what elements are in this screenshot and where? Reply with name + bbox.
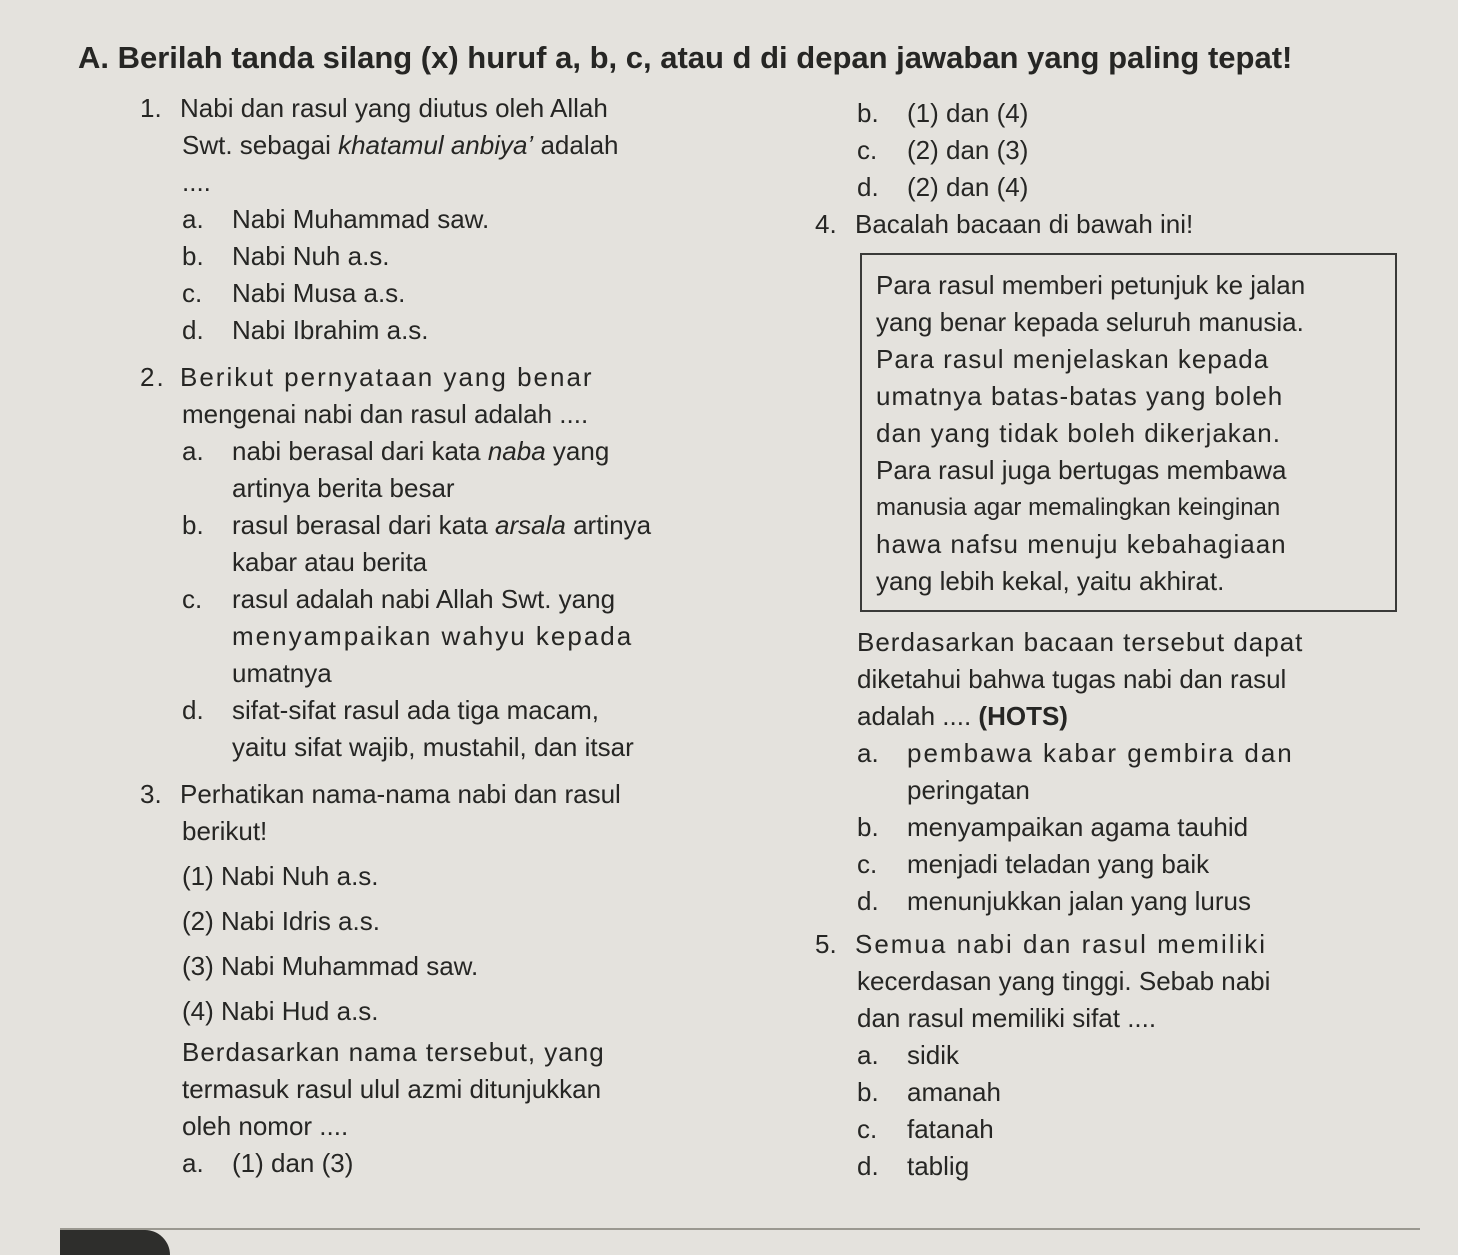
question-text: Semua nabi dan rasul memiliki	[855, 929, 1268, 959]
option-letter: d.	[857, 1151, 879, 1181]
question-text: Bacalah bacaan di bawah ini!	[855, 209, 1194, 239]
answer-option[interactable]	[140, 312, 720, 349]
option-letter: c.	[182, 584, 203, 614]
answer-option[interactable]	[140, 1145, 720, 1182]
option-letter: a.	[182, 436, 204, 466]
option-text: umatnya	[232, 658, 332, 688]
question-5	[815, 926, 1395, 1185]
question-text: Perhatikan nama-nama nabi dan rasul	[180, 779, 621, 809]
option-text: Nabi Nuh a.s.	[232, 241, 390, 271]
answer-option[interactable]	[815, 809, 1395, 846]
option-letter: a.	[182, 204, 204, 234]
option-text: peringatan	[907, 775, 1030, 805]
question-number: 5.	[815, 929, 837, 959]
question-3	[140, 776, 720, 1182]
answer-option[interactable]	[140, 507, 720, 544]
list-item: (4) Nabi Hud a.s.	[182, 996, 379, 1026]
answer-option[interactable]	[140, 581, 720, 618]
option-text: Nabi Musa a.s.	[232, 278, 406, 308]
option-letter: b.	[857, 812, 879, 842]
question-2	[140, 359, 720, 766]
option-letter: b.	[182, 241, 204, 271]
question-text: berikut!	[182, 816, 268, 846]
answer-option[interactable]	[815, 735, 1395, 772]
option-text: (1) dan (4)	[907, 98, 1029, 128]
question-text: Berdasarkan nama tersebut, yang	[182, 1037, 605, 1067]
question-text: Berdasarkan bacaan tersebut dapat	[857, 627, 1304, 657]
question-text: Berikut pernyataan yang benar	[180, 362, 594, 392]
option-text: (1) dan (3)	[232, 1148, 354, 1178]
option-letter: a.	[857, 1040, 879, 1070]
option-text: sifat-sifat rasul ada tiga macam,	[232, 695, 600, 725]
list-item: (2) Nabi Idris a.s.	[182, 906, 380, 936]
reading-passage-box	[860, 253, 1397, 612]
answer-option[interactable]	[815, 95, 1395, 132]
question-number: 3.	[140, 779, 162, 809]
option-text: menjadi teladan yang baik	[907, 849, 1210, 879]
option-text: menunjukkan jalan yang lurus	[907, 886, 1251, 916]
option-letter: c.	[182, 278, 203, 308]
answer-option[interactable]	[815, 1074, 1395, 1111]
option-letter: d.	[857, 172, 879, 202]
option-letter: a.	[182, 1148, 204, 1178]
question-3-continued	[815, 95, 1395, 206]
answer-option[interactable]	[815, 1148, 1395, 1185]
question-text: Nabi dan rasul yang diutus oleh Allah	[180, 93, 608, 123]
option-text: rasul adalah nabi Allah Swt. yang	[232, 584, 616, 614]
option-text: tablig	[907, 1151, 970, 1181]
option-text: rasul berasal dari kata	[232, 510, 496, 540]
option-text: pembawa kabar gembira dan	[907, 738, 1294, 768]
passage-line: Para rasul memberi petunjuk ke jalan	[876, 270, 1306, 300]
passage-line: Para rasul juga bertugas membawa	[876, 455, 1287, 485]
option-letter: d.	[857, 886, 879, 916]
answer-option[interactable]	[815, 132, 1395, 169]
option-text: artinya	[565, 510, 652, 540]
page-footer-rule	[60, 1228, 1420, 1230]
option-text: menyampaikan wahyu kepada	[232, 621, 634, 651]
page-number-tab	[60, 1230, 170, 1255]
question-text: oleh nomor ....	[182, 1111, 349, 1141]
question-text: ....	[182, 167, 211, 197]
question-text: Swt. sebagai	[182, 130, 339, 160]
question-number: 1.	[140, 93, 162, 123]
option-text: artinya berita besar	[232, 473, 455, 503]
option-text: kabar atau berita	[232, 547, 428, 577]
answer-option[interactable]	[140, 275, 720, 312]
passage-line: Para rasul menjelaskan kepada	[876, 344, 1270, 374]
passage-line: manusia agar memalingkan keinginan	[876, 494, 1281, 521]
answer-option[interactable]	[140, 238, 720, 275]
answer-option[interactable]	[815, 169, 1395, 206]
hots-label: (HOTS)	[978, 701, 1068, 731]
option-text: Nabi Ibrahim a.s.	[232, 315, 429, 345]
option-text: (2) dan (4)	[907, 172, 1029, 202]
option-text: amanah	[907, 1077, 1001, 1107]
passage-line: dan yang tidak boleh dikerjakan.	[876, 418, 1281, 448]
question-text: dan rasul memiliki sifat ....	[857, 1003, 1157, 1033]
section-heading: A. Berilah tanda silang (x) huruf a, b, c, atau d di depan jawaban yang paling tepat!	[78, 40, 1293, 75]
passage-line: hawa nafsu menuju kebahagiaan	[876, 529, 1287, 559]
italic-term: khatamul anbiya’	[338, 130, 534, 160]
question-number: 2.	[140, 362, 166, 392]
option-text: yang	[545, 436, 610, 466]
option-text: Nabi Muhammad saw.	[232, 204, 490, 234]
option-text: sidik	[907, 1040, 960, 1070]
option-letter: d.	[182, 695, 204, 725]
answer-option[interactable]	[140, 201, 720, 238]
option-text: nabi berasal dari kata	[232, 436, 488, 466]
option-text: menyampaikan agama tauhid	[907, 812, 1249, 842]
list-item: (3) Nabi Muhammad saw.	[182, 951, 479, 981]
answer-option[interactable]	[815, 883, 1395, 920]
passage-line: yang lebih kekal, yaitu akhirat.	[876, 566, 1225, 596]
option-letter: b.	[857, 98, 879, 128]
option-letter: d.	[182, 315, 204, 345]
question-text: diketahui bahwa tugas nabi dan rasul	[857, 664, 1287, 694]
list-item: (1) Nabi Nuh a.s.	[182, 861, 379, 891]
question-text: mengenai nabi dan rasul adalah ....	[182, 399, 589, 429]
left-column	[140, 90, 720, 1182]
passage-line: yang benar kepada seluruh manusia.	[876, 307, 1304, 337]
answer-option[interactable]	[140, 433, 720, 470]
passage-line: umatnya batas-batas yang boleh	[876, 381, 1284, 411]
answer-option[interactable]	[815, 846, 1395, 883]
question-1	[140, 90, 720, 349]
option-letter: b.	[182, 510, 204, 540]
option-text: (2) dan (3)	[907, 135, 1029, 165]
question-number: 4.	[815, 209, 837, 239]
option-text: fatanah	[907, 1114, 994, 1144]
right-column	[815, 95, 1395, 1185]
option-letter: a.	[857, 738, 879, 768]
option-letter: b.	[857, 1077, 879, 1107]
option-letter: c.	[857, 1114, 878, 1144]
question-text: adalah	[533, 130, 619, 160]
question-4	[815, 206, 1395, 920]
answer-option[interactable]	[140, 692, 720, 729]
answer-option[interactable]	[815, 1111, 1395, 1148]
italic-term: arsala	[495, 510, 566, 540]
option-letter: c.	[857, 849, 878, 879]
option-letter: c.	[857, 135, 878, 165]
question-text: termasuk rasul ulul azmi ditunjukkan	[182, 1074, 602, 1104]
answer-option[interactable]	[815, 1037, 1395, 1074]
question-text: kecerdasan yang tinggi. Sebab nabi	[857, 966, 1271, 996]
question-text: adalah ....	[857, 701, 979, 731]
italic-term: naba	[487, 436, 546, 466]
option-text: yaitu sifat wajib, mustahil, dan itsar	[232, 732, 634, 762]
